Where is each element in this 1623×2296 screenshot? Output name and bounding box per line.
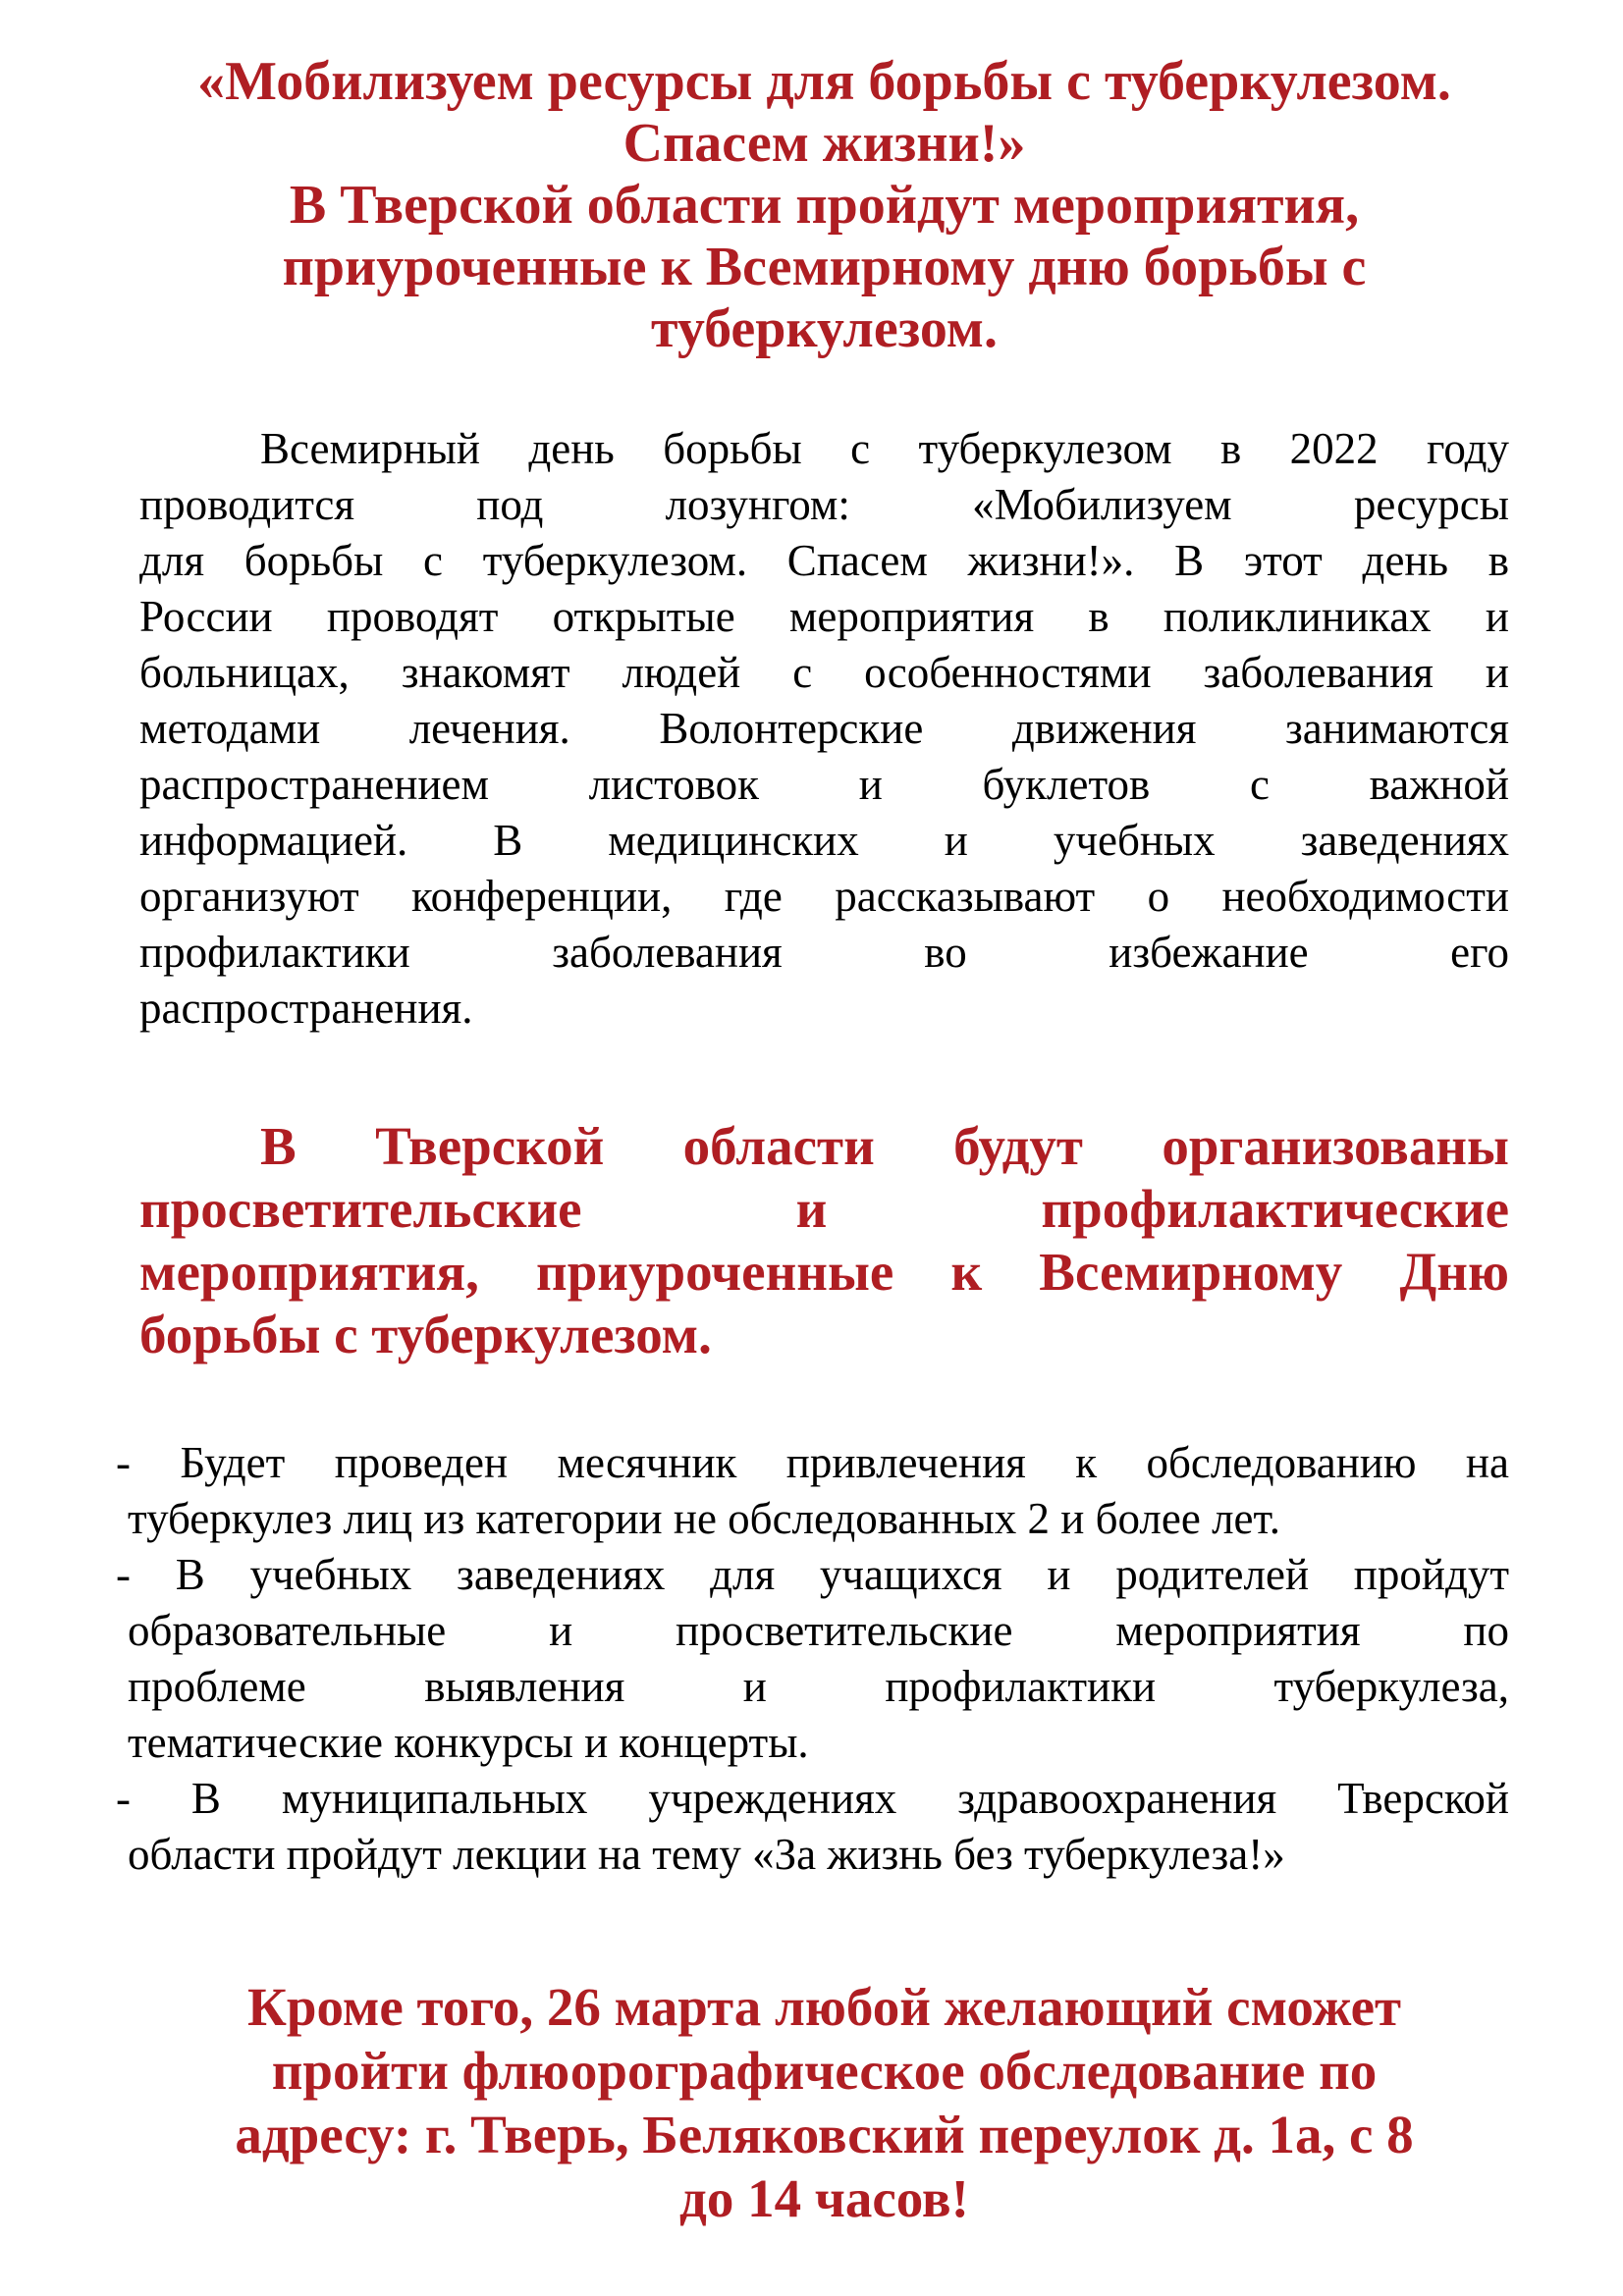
text-line: организуют конференции, где рассказывают о необходимости [139, 872, 1509, 921]
text-line: адресу: г. Тверь, Беляковский переулок д. 1а, с 8 [235, 2105, 1414, 2164]
list-item-health-lectures [116, 1771, 1509, 1883]
text-line: проводится под лозунгом: «Мобилизуем ресурсы [139, 480, 1509, 529]
text-line: - Будет проведен месячник привлечения к обследованию на [116, 1438, 1509, 1487]
text-line: борьбы с туберкулезом. [139, 1305, 712, 1364]
text-line: информацией. В медицинских и учебных заведениях [139, 816, 1509, 865]
text-line: профилактики заболевания во избежание его [139, 928, 1509, 977]
events-list [116, 1435, 1509, 1883]
text-line: - В учебных заведениях для учащихся и родителей пройдут [116, 1550, 1509, 1599]
text-line: методами лечения. Волонтерские движения занимаются [139, 704, 1509, 753]
text-line: В Тверской области будут организованы [260, 1116, 1509, 1176]
text-line: мероприятия, приуроченные к Всемирному Дню [139, 1242, 1509, 1302]
text-line: больницах, знакомят людей с особенностями заболевания и [139, 648, 1509, 697]
text-line: - В муниципальных учреждениях здравоохранения Тверской [116, 1774, 1509, 1823]
intro-paragraph [139, 421, 1509, 1037]
list-item-screening-month [116, 1435, 1509, 1547]
text-line: Кроме того, 26 марта любой желающий сможет [246, 1977, 1402, 2037]
text-line: Всемирный день борьбы с туберкулезом в 2022 году [260, 424, 1509, 473]
text-line: распространения. [139, 984, 473, 1033]
list-item-school-events [116, 1547, 1509, 1771]
text-line: туберкулезом. [651, 298, 998, 359]
text-line: распространением листовок и буклетов с важной [139, 760, 1509, 809]
text-line: В Тверской области пройдут мероприятия, [289, 175, 1360, 236]
text-line: проблеме выявления и профилактики туберкулеза, [128, 1662, 1509, 1711]
text-line: области пройдут лекции на тему «За жизнь без туберкулеза!» [128, 1830, 1285, 1879]
page-title [139, 51, 1509, 360]
text-line: Спасем жизни!» [622, 113, 1026, 174]
text-line: образовательные и просветительские мероприятия по [128, 1606, 1509, 1655]
text-line: до 14 часов! [679, 2168, 969, 2228]
text-line: тематические конкурсы и концерты. [128, 1718, 809, 1767]
footer-callout [139, 1975, 1509, 2230]
text-line: туберкулез лиц из категории не обследованных 2 и более лет. [128, 1494, 1281, 1543]
text-line: пройти флюорографическое обследование по [271, 2041, 1378, 2101]
text-line: просветительские и профилактические [139, 1179, 1509, 1239]
text-line: приуроченные к Всемирному дню борьбы с [282, 237, 1367, 297]
text-line: для борьбы с туберкулезом. Спасем жизни!». В этот день в [139, 536, 1509, 585]
text-line: России проводят открытые мероприятия в поликлиниках и [139, 592, 1509, 641]
text-line: «Мобилизуем ресурсы для борьбы с туберкулезом. [197, 51, 1451, 112]
tver-announcement-paragraph [139, 1115, 1509, 1366]
